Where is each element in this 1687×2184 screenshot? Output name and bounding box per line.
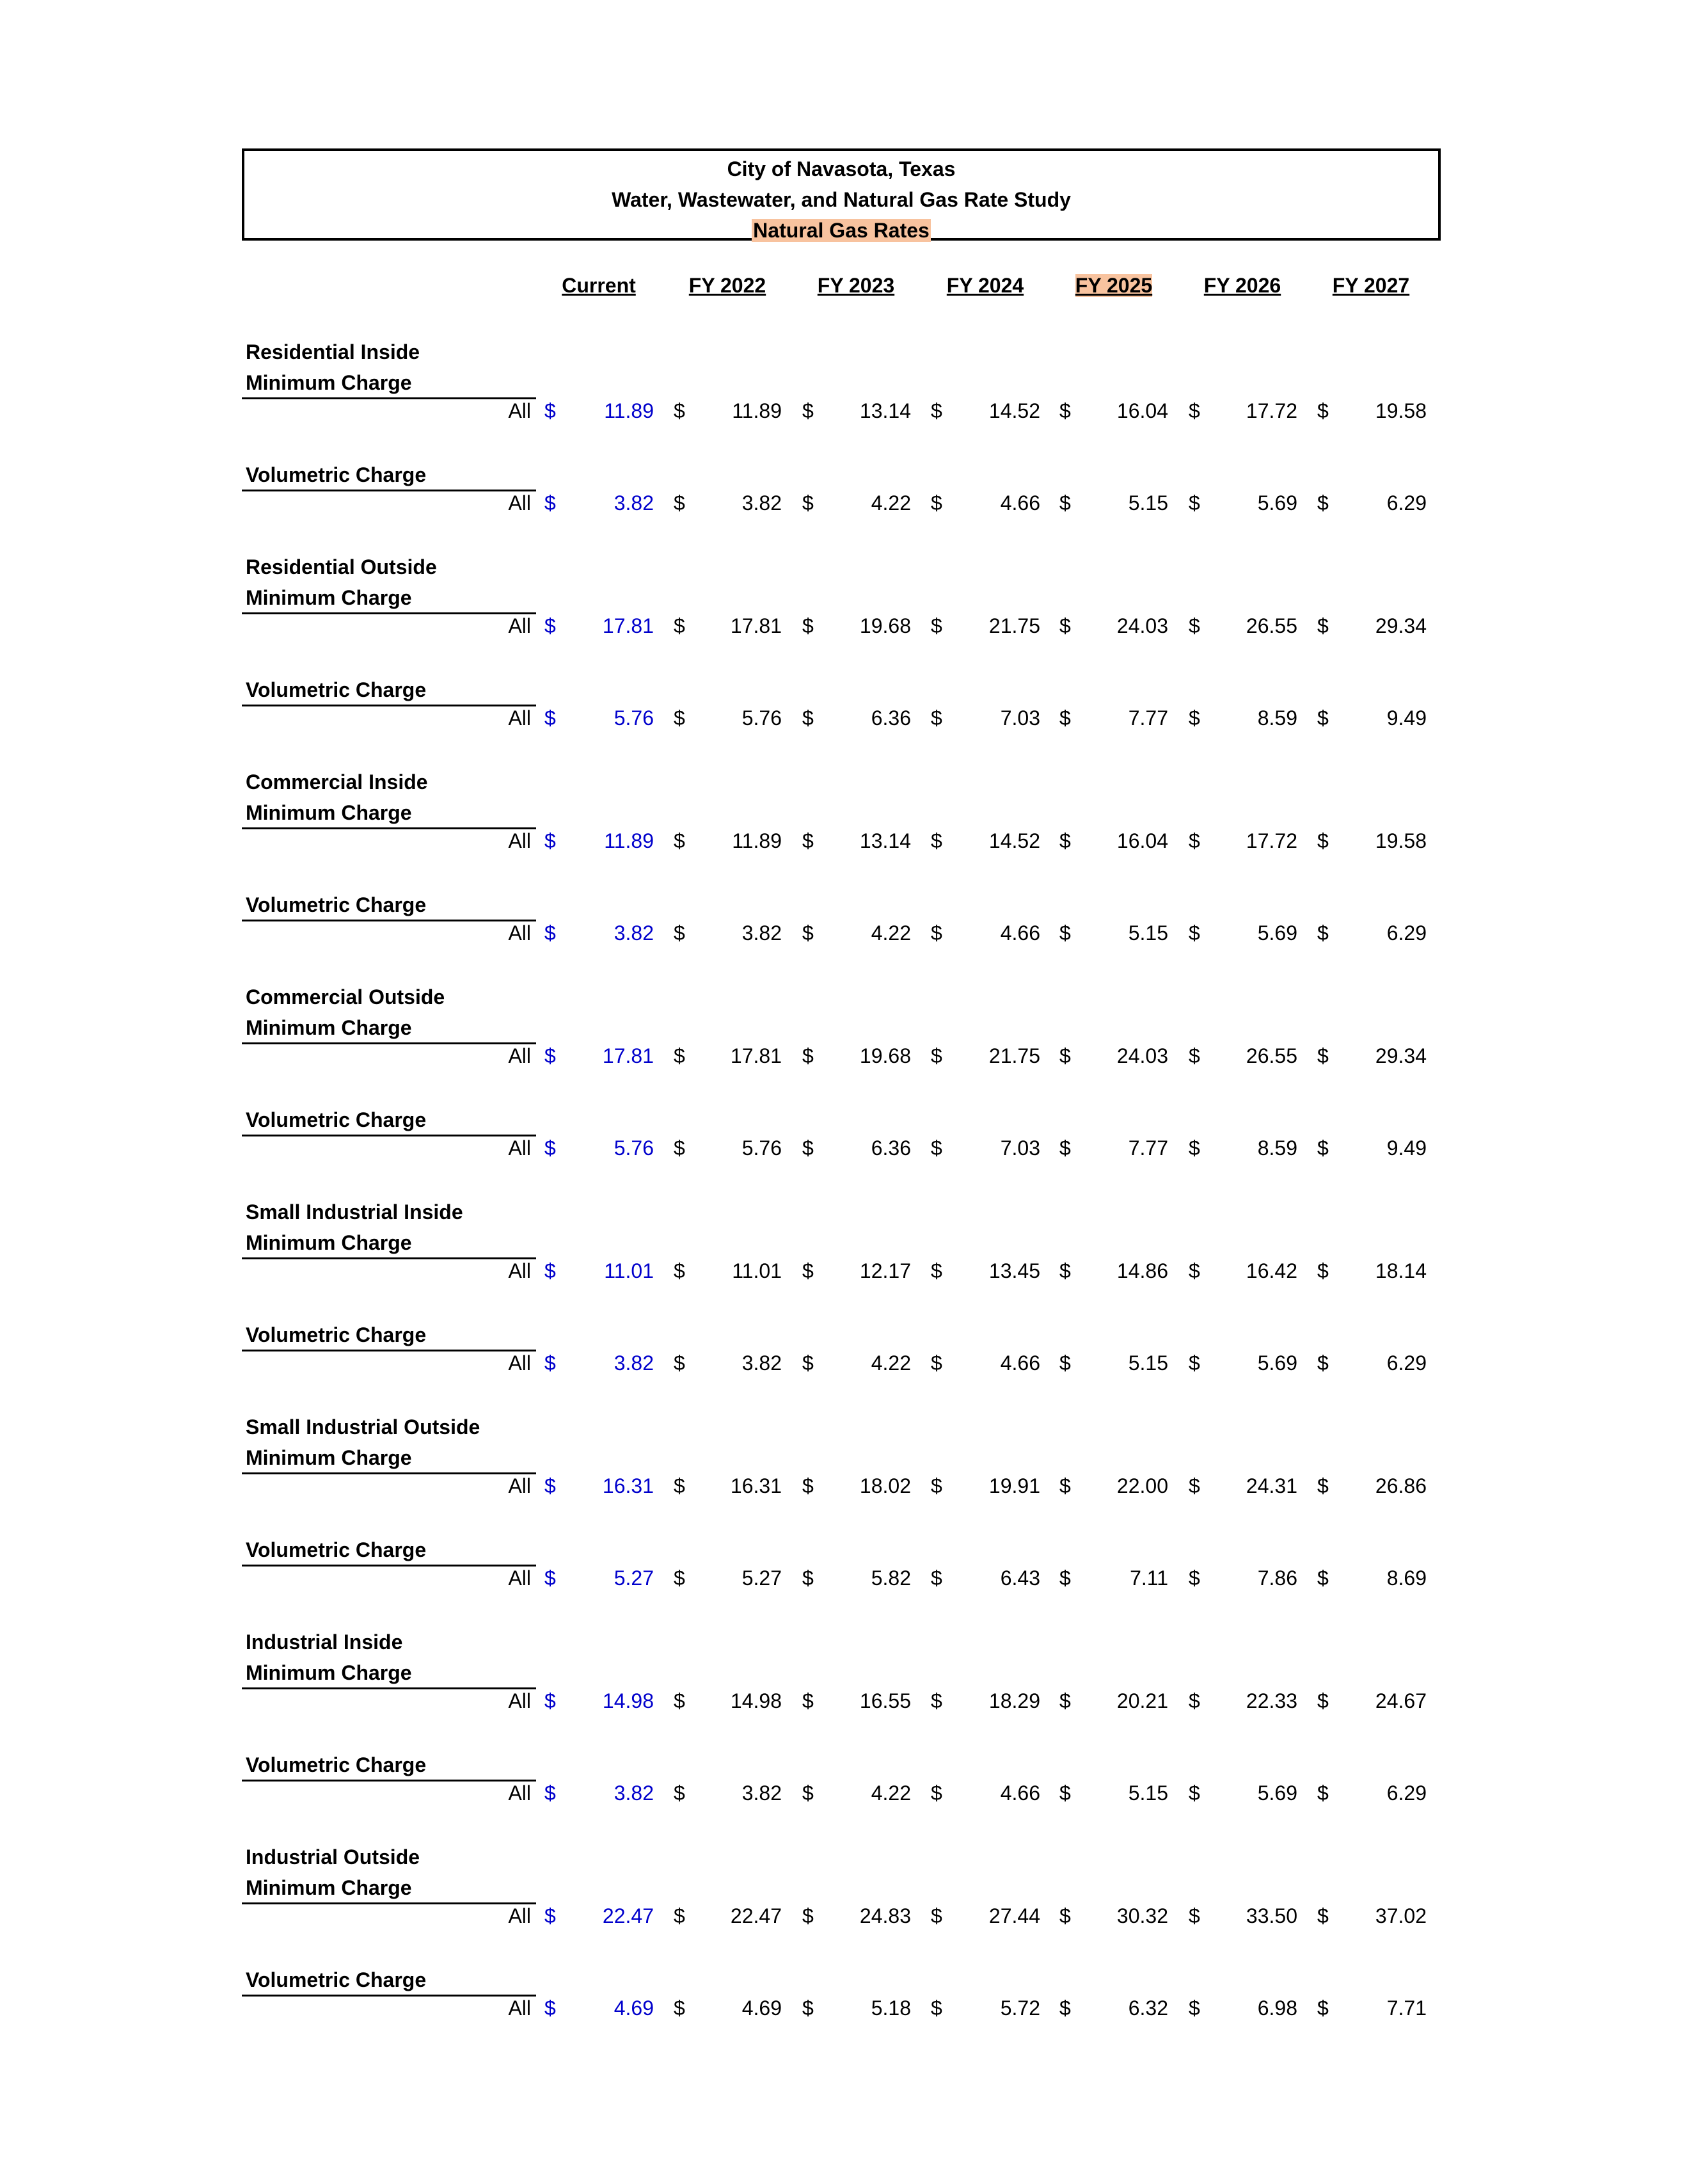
column-header-fy-2023	[805, 274, 907, 298]
rate-value-current: 3.82	[614, 1781, 654, 1805]
currency-symbol: $	[674, 1136, 685, 1160]
currency-symbol: $	[1059, 1474, 1071, 1497]
currency-symbol: $	[674, 921, 685, 945]
currency-symbol: $	[931, 1781, 942, 1805]
rates-subtitle: Natural Gas Rates	[753, 219, 930, 242]
rate-value-fy-2025: 30.32	[1116, 1904, 1168, 1927]
rate-value-fy-2026: 22.33	[1246, 1689, 1297, 1712]
rate-value-fy-2022: 5.27	[741, 1566, 782, 1590]
rate-value-current: 11.89	[604, 399, 654, 422]
customer-class-title: Industrial Inside	[246, 1630, 403, 1654]
rate-value-current: 17.81	[602, 614, 654, 637]
currency-symbol: $	[544, 491, 556, 514]
currency-symbol: $	[1059, 1566, 1071, 1590]
currency-symbol: $	[544, 1259, 556, 1282]
currency-symbol: $	[544, 1781, 556, 1805]
currency-symbol: $	[1189, 614, 1200, 637]
currency-symbol: $	[1189, 1136, 1200, 1160]
rate-value-fy-2027: 29.34	[1375, 1044, 1427, 1067]
rate-value-fy-2025: 7.77	[1128, 706, 1168, 729]
currency-symbol: $	[931, 1904, 942, 1927]
volumetric-charge-label: Volumetric Charge	[246, 1323, 427, 1346]
rate-value-fy-2023: 4.22	[871, 491, 911, 514]
rate-value-current: 17.81	[602, 1044, 654, 1067]
rate-value-fy-2024: 7.03	[1000, 706, 1040, 729]
currency-symbol: $	[802, 1259, 814, 1282]
currency-symbol: $	[802, 1781, 814, 1805]
currency-symbol: $	[1317, 706, 1329, 729]
rate-value-current: 14.98	[602, 1689, 654, 1712]
volumetric-charge-label: Volumetric Charge	[246, 1968, 427, 1991]
currency-symbol: $	[674, 1781, 685, 1805]
currency-symbol: $	[802, 1044, 814, 1067]
rate-value-current: 16.31	[602, 1474, 654, 1497]
currency-symbol: $	[1059, 399, 1071, 422]
rate-value-fy-2023: 19.68	[859, 1044, 911, 1067]
currency-symbol: $	[1059, 1904, 1071, 1927]
underline-rule	[242, 705, 536, 706]
underline-rule	[242, 1995, 536, 1997]
currency-symbol: $	[544, 921, 556, 945]
rate-value-fy-2027: 37.02	[1375, 1904, 1427, 1927]
row-label-all: All	[508, 921, 531, 945]
rate-value-fy-2023: 13.14	[859, 399, 911, 422]
rate-value-fy-2025: 5.15	[1128, 921, 1168, 945]
currency-symbol: $	[802, 1474, 814, 1497]
underline-rule	[242, 1902, 536, 1904]
rate-value-fy-2026: 5.69	[1257, 491, 1297, 514]
currency-symbol: $	[802, 1566, 814, 1590]
currency-symbol: $	[931, 1136, 942, 1160]
rate-value-fy-2022: 17.81	[730, 1044, 782, 1067]
currency-symbol: $	[674, 1351, 685, 1375]
rate-value-fy-2026: 24.31	[1246, 1474, 1297, 1497]
rate-value-fy-2022: 11.01	[732, 1259, 782, 1282]
rate-value-fy-2023: 12.17	[859, 1259, 911, 1282]
currency-symbol: $	[1059, 1259, 1071, 1282]
rate-value-fy-2025: 7.11	[1130, 1566, 1168, 1590]
rate-value-fy-2027: 9.49	[1386, 1136, 1427, 1160]
rate-value-fy-2022: 4.69	[741, 1997, 782, 2020]
currency-symbol: $	[802, 706, 814, 729]
currency-symbol: $	[931, 1351, 942, 1375]
row-label-all: All	[508, 491, 531, 514]
rate-value-current: 4.69	[614, 1997, 654, 2020]
rate-value-fy-2026: 17.72	[1246, 829, 1297, 852]
currency-symbol: $	[544, 399, 556, 422]
rate-value-fy-2027: 6.29	[1386, 1781, 1427, 1805]
customer-class-title: Industrial Outside	[246, 1845, 420, 1869]
row-label-all: All	[508, 1997, 531, 2020]
underline-rule	[242, 920, 536, 921]
rate-value-fy-2023: 4.22	[871, 1351, 911, 1375]
currency-symbol: $	[802, 1689, 814, 1712]
currency-symbol: $	[931, 491, 942, 514]
currency-symbol: $	[1317, 614, 1329, 637]
currency-symbol: $	[1059, 1689, 1071, 1712]
currency-symbol: $	[674, 1997, 685, 2020]
currency-symbol: $	[1189, 1474, 1200, 1497]
currency-symbol: $	[1317, 1136, 1329, 1160]
rate-value-fy-2024: 18.29	[988, 1689, 1040, 1712]
rate-value-fy-2022: 16.31	[730, 1474, 782, 1497]
currency-symbol: $	[674, 614, 685, 637]
rate-value-fy-2026: 6.98	[1257, 1997, 1297, 2020]
currency-symbol: $	[1317, 1044, 1329, 1067]
minimum-charge-label: Minimum Charge	[246, 586, 412, 609]
column-header-label: FY 2023	[817, 274, 895, 297]
currency-symbol: $	[544, 1997, 556, 2020]
currency-symbol: $	[1189, 1259, 1200, 1282]
rate-value-fy-2026: 33.50	[1246, 1904, 1297, 1927]
customer-class-title: Residential Inside	[246, 340, 420, 363]
rate-value-fy-2023: 6.36	[871, 706, 911, 729]
column-header-label: FY 2026	[1203, 274, 1281, 297]
rate-value-fy-2024: 13.45	[988, 1259, 1040, 1282]
currency-symbol: $	[931, 1474, 942, 1497]
rate-value-fy-2024: 6.43	[1000, 1566, 1040, 1590]
currency-symbol: $	[544, 614, 556, 637]
rate-value-fy-2023: 19.68	[859, 614, 911, 637]
currency-symbol: $	[1059, 491, 1071, 514]
underline-rule	[242, 1687, 536, 1689]
rate-value-fy-2027: 18.14	[1375, 1259, 1427, 1282]
title-box	[242, 148, 1441, 241]
currency-symbol: $	[1059, 1997, 1071, 2020]
currency-symbol: $	[802, 921, 814, 945]
rate-value-current: 11.01	[604, 1259, 654, 1282]
currency-symbol: $	[1317, 1689, 1329, 1712]
volumetric-charge-label: Volumetric Charge	[246, 678, 427, 701]
rate-value-fy-2025: 5.15	[1128, 491, 1168, 514]
currency-symbol: $	[1317, 1474, 1329, 1497]
rate-value-fy-2024: 4.66	[1000, 491, 1040, 514]
rate-value-fy-2022: 3.82	[741, 491, 782, 514]
volumetric-charge-label: Volumetric Charge	[246, 1108, 427, 1131]
row-label-all: All	[508, 399, 531, 422]
currency-symbol: $	[931, 1259, 942, 1282]
volumetric-charge-label: Volumetric Charge	[246, 893, 427, 916]
underline-rule	[242, 1780, 536, 1781]
rate-value-fy-2025: 6.32	[1128, 1997, 1168, 2020]
currency-symbol: $	[1059, 1781, 1071, 1805]
rate-value-fy-2022: 5.76	[741, 1136, 782, 1160]
underline-rule	[242, 490, 536, 491]
rate-value-current: 22.47	[602, 1904, 654, 1927]
volumetric-charge-label: Volumetric Charge	[246, 1538, 427, 1561]
currency-symbol: $	[1317, 1904, 1329, 1927]
currency-symbol: $	[674, 491, 685, 514]
currency-symbol: $	[802, 1904, 814, 1927]
customer-class-title: Commercial Outside	[246, 985, 445, 1008]
column-header-fy-2022	[676, 274, 779, 298]
rate-value-fy-2026: 26.55	[1246, 614, 1297, 637]
rate-value-fy-2024: 4.66	[1000, 1781, 1040, 1805]
rate-value-current: 11.89	[604, 829, 654, 852]
currency-symbol: $	[674, 399, 685, 422]
currency-symbol: $	[1059, 1351, 1071, 1375]
rate-value-fy-2022: 17.81	[730, 614, 782, 637]
currency-symbol: $	[544, 829, 556, 852]
rate-value-fy-2023: 16.55	[859, 1689, 911, 1712]
currency-symbol: $	[802, 1136, 814, 1160]
rate-value-fy-2025: 24.03	[1116, 614, 1168, 637]
currency-symbol: $	[544, 1474, 556, 1497]
rate-value-fy-2024: 14.52	[988, 399, 1040, 422]
currency-symbol: $	[1059, 614, 1071, 637]
rate-value-fy-2023: 18.02	[859, 1474, 911, 1497]
row-label-all: All	[508, 1566, 531, 1590]
rate-value-fy-2022: 14.98	[730, 1689, 782, 1712]
column-header-fy-2027	[1320, 274, 1422, 298]
column-header-label: Current	[562, 274, 636, 297]
currency-symbol: $	[544, 1136, 556, 1160]
currency-symbol: $	[1189, 1781, 1200, 1805]
row-label-all: All	[508, 706, 531, 729]
currency-symbol: $	[1189, 1689, 1200, 1712]
currency-symbol: $	[544, 1566, 556, 1590]
volumetric-charge-label: Volumetric Charge	[246, 1753, 427, 1776]
rate-value-fy-2027: 6.29	[1386, 491, 1427, 514]
row-label-all: All	[508, 1044, 531, 1067]
currency-symbol: $	[931, 706, 942, 729]
rate-value-fy-2025: 20.21	[1116, 1689, 1168, 1712]
rate-value-fy-2027: 6.29	[1386, 1351, 1427, 1375]
currency-symbol: $	[1189, 491, 1200, 514]
rate-value-fy-2027: 26.86	[1375, 1474, 1427, 1497]
currency-symbol: $	[1189, 1044, 1200, 1067]
currency-symbol: $	[1317, 399, 1329, 422]
currency-symbol: $	[931, 614, 942, 637]
rate-value-fy-2026: 5.69	[1257, 1351, 1297, 1375]
currency-symbol: $	[674, 1689, 685, 1712]
currency-symbol: $	[931, 921, 942, 945]
rate-value-fy-2022: 22.47	[730, 1904, 782, 1927]
rate-value-fy-2027: 29.34	[1375, 614, 1427, 637]
rate-value-fy-2027: 8.69	[1386, 1566, 1427, 1590]
rate-value-current: 5.76	[614, 706, 654, 729]
currency-symbol: $	[1189, 1904, 1200, 1927]
currency-symbol: $	[674, 1566, 685, 1590]
rate-value-fy-2024: 14.52	[988, 829, 1040, 852]
currency-symbol: $	[1059, 829, 1071, 852]
rate-value-fy-2024: 21.75	[988, 614, 1040, 637]
rate-value-fy-2027: 19.58	[1375, 399, 1427, 422]
minimum-charge-label: Minimum Charge	[246, 1876, 412, 1899]
rate-value-fy-2024: 4.66	[1000, 1351, 1040, 1375]
rate-value-current: 3.82	[614, 1351, 654, 1375]
currency-symbol: $	[674, 1474, 685, 1497]
rate-value-fy-2025: 16.04	[1116, 399, 1168, 422]
rate-value-current: 5.27	[614, 1566, 654, 1590]
minimum-charge-label: Minimum Charge	[246, 801, 412, 824]
column-header-label: FY 2027	[1332, 274, 1410, 297]
row-label-all: All	[508, 1259, 531, 1282]
underline-rule	[242, 1257, 536, 1259]
currency-symbol: $	[544, 1351, 556, 1375]
rate-value-fy-2023: 5.82	[871, 1566, 911, 1590]
currency-symbol: $	[931, 1044, 942, 1067]
currency-symbol: $	[1059, 921, 1071, 945]
rate-value-fy-2027: 19.58	[1375, 829, 1427, 852]
row-label-all: All	[508, 1904, 531, 1927]
currency-symbol: $	[931, 829, 942, 852]
currency-symbol: $	[1317, 1351, 1329, 1375]
currency-symbol: $	[544, 1904, 556, 1927]
currency-symbol: $	[802, 1997, 814, 2020]
rate-value-fy-2022: 11.89	[732, 829, 782, 852]
rate-value-fy-2023: 4.22	[871, 1781, 911, 1805]
rate-value-fy-2027: 24.67	[1375, 1689, 1427, 1712]
rate-value-fy-2025: 7.77	[1128, 1136, 1168, 1160]
currency-symbol: $	[674, 1904, 685, 1927]
currency-symbol: $	[544, 1044, 556, 1067]
city-title: City of Navasota, Texas	[727, 157, 956, 180]
column-header-fy-2024	[934, 274, 1036, 298]
rate-value-fy-2027: 9.49	[1386, 706, 1427, 729]
row-label-all: All	[508, 1474, 531, 1497]
currency-symbol: $	[1189, 921, 1200, 945]
currency-symbol: $	[1059, 1044, 1071, 1067]
rate-value-fy-2022: 5.76	[741, 706, 782, 729]
underline-rule	[242, 612, 536, 614]
row-label-all: All	[508, 1351, 531, 1375]
rate-value-fy-2027: 6.29	[1386, 921, 1427, 945]
row-label-all: All	[508, 1781, 531, 1805]
rate-value-fy-2026: 26.55	[1246, 1044, 1297, 1067]
rate-value-fy-2026: 5.69	[1257, 921, 1297, 945]
currency-symbol: $	[1059, 706, 1071, 729]
row-label-all: All	[508, 1689, 531, 1712]
currency-symbol: $	[802, 829, 814, 852]
rate-value-fy-2023: 4.22	[871, 921, 911, 945]
customer-class-title: Commercial Inside	[246, 770, 428, 793]
column-header-label: FY 2022	[688, 274, 766, 297]
rate-value-fy-2025: 5.15	[1128, 1781, 1168, 1805]
rate-value-current: 3.82	[614, 921, 654, 945]
currency-symbol: $	[802, 1351, 814, 1375]
currency-symbol: $	[802, 399, 814, 422]
rate-value-fy-2023: 24.83	[859, 1904, 911, 1927]
currency-symbol: $	[1189, 706, 1200, 729]
row-label-all: All	[508, 1136, 531, 1160]
underline-rule	[242, 397, 536, 399]
currency-symbol: $	[1317, 491, 1329, 514]
currency-symbol: $	[802, 491, 814, 514]
currency-symbol: $	[931, 1689, 942, 1712]
rate-value-fy-2026: 8.59	[1257, 706, 1297, 729]
column-header-fy-2026	[1191, 274, 1294, 298]
rate-value-fy-2022: 3.82	[741, 1781, 782, 1805]
currency-symbol: $	[1317, 921, 1329, 945]
rate-value-fy-2024: 5.72	[1000, 1997, 1040, 2020]
customer-class-title: Residential Outside	[246, 555, 437, 578]
rate-value-fy-2026: 17.72	[1246, 399, 1297, 422]
customer-class-title: Small Industrial Inside	[246, 1200, 463, 1224]
customer-class-title: Small Industrial Outside	[246, 1415, 480, 1439]
rate-value-fy-2025: 16.04	[1116, 829, 1168, 852]
rate-value-fy-2022: 11.89	[732, 399, 782, 422]
rate-value-fy-2026: 8.59	[1257, 1136, 1297, 1160]
column-header-label: FY 2024	[946, 274, 1024, 297]
currency-symbol: $	[674, 706, 685, 729]
currency-symbol: $	[1317, 829, 1329, 852]
rate-value-fy-2026: 7.86	[1257, 1566, 1297, 1590]
underline-rule	[242, 1472, 536, 1474]
currency-symbol: $	[1189, 1351, 1200, 1375]
rate-value-fy-2023: 13.14	[859, 829, 911, 852]
currency-symbol: $	[931, 1997, 942, 2020]
rate-value-fy-2022: 3.82	[741, 921, 782, 945]
currency-symbol: $	[674, 1259, 685, 1282]
currency-symbol: $	[674, 1044, 685, 1067]
underline-rule	[242, 827, 536, 829]
currency-symbol: $	[1189, 1566, 1200, 1590]
rate-value-fy-2025: 24.03	[1116, 1044, 1168, 1067]
underline-rule	[242, 1350, 536, 1351]
minimum-charge-label: Minimum Charge	[246, 1446, 412, 1469]
currency-symbol: $	[1317, 1566, 1329, 1590]
row-label-all: All	[508, 614, 531, 637]
rate-value-fy-2025: 22.00	[1116, 1474, 1168, 1497]
currency-symbol: $	[1189, 1997, 1200, 2020]
currency-symbol: $	[931, 399, 942, 422]
currency-symbol: $	[802, 614, 814, 637]
currency-symbol: $	[1059, 1136, 1071, 1160]
underline-rule	[242, 1135, 536, 1136]
rate-value-fy-2024: 4.66	[1000, 921, 1040, 945]
volumetric-charge-label: Volumetric Charge	[246, 463, 427, 486]
column-header-current	[548, 274, 650, 298]
rate-value-fy-2025: 5.15	[1128, 1351, 1168, 1375]
rate-value-current: 5.76	[614, 1136, 654, 1160]
rate-value-fy-2024: 19.91	[988, 1474, 1040, 1497]
minimum-charge-label: Minimum Charge	[246, 371, 412, 394]
column-header-label: FY 2025	[1075, 274, 1153, 297]
minimum-charge-label: Minimum Charge	[246, 1016, 412, 1039]
currency-symbol: $	[1317, 1259, 1329, 1282]
minimum-charge-label: Minimum Charge	[246, 1661, 412, 1684]
currency-symbol: $	[1189, 399, 1200, 422]
rate-value-fy-2024: 21.75	[988, 1044, 1040, 1067]
underline-rule	[242, 1565, 536, 1566]
currency-symbol: $	[544, 706, 556, 729]
underline-rule	[242, 1042, 536, 1044]
currency-symbol: $	[1189, 829, 1200, 852]
rate-value-fy-2025: 14.86	[1116, 1259, 1168, 1282]
rate-value-fy-2024: 7.03	[1000, 1136, 1040, 1160]
currency-symbol: $	[1317, 1997, 1329, 2020]
currency-symbol: $	[544, 1689, 556, 1712]
study-title: Water, Wastewater, and Natural Gas Rate Study	[612, 188, 1071, 211]
currency-symbol: $	[674, 829, 685, 852]
minimum-charge-label: Minimum Charge	[246, 1231, 412, 1254]
rate-value-fy-2024: 27.44	[988, 1904, 1040, 1927]
rate-value-fy-2022: 3.82	[741, 1351, 782, 1375]
rate-value-current: 3.82	[614, 491, 654, 514]
rate-value-fy-2023: 5.18	[871, 1997, 911, 2020]
currency-symbol: $	[931, 1566, 942, 1590]
rate-value-fy-2026: 5.69	[1257, 1781, 1297, 1805]
rate-value-fy-2027: 7.71	[1386, 1997, 1427, 2020]
currency-symbol: $	[1317, 1781, 1329, 1805]
rate-value-fy-2026: 16.42	[1246, 1259, 1297, 1282]
rate-value-fy-2023: 6.36	[871, 1136, 911, 1160]
row-label-all: All	[508, 829, 531, 852]
column-header-fy-2025	[1063, 274, 1165, 298]
